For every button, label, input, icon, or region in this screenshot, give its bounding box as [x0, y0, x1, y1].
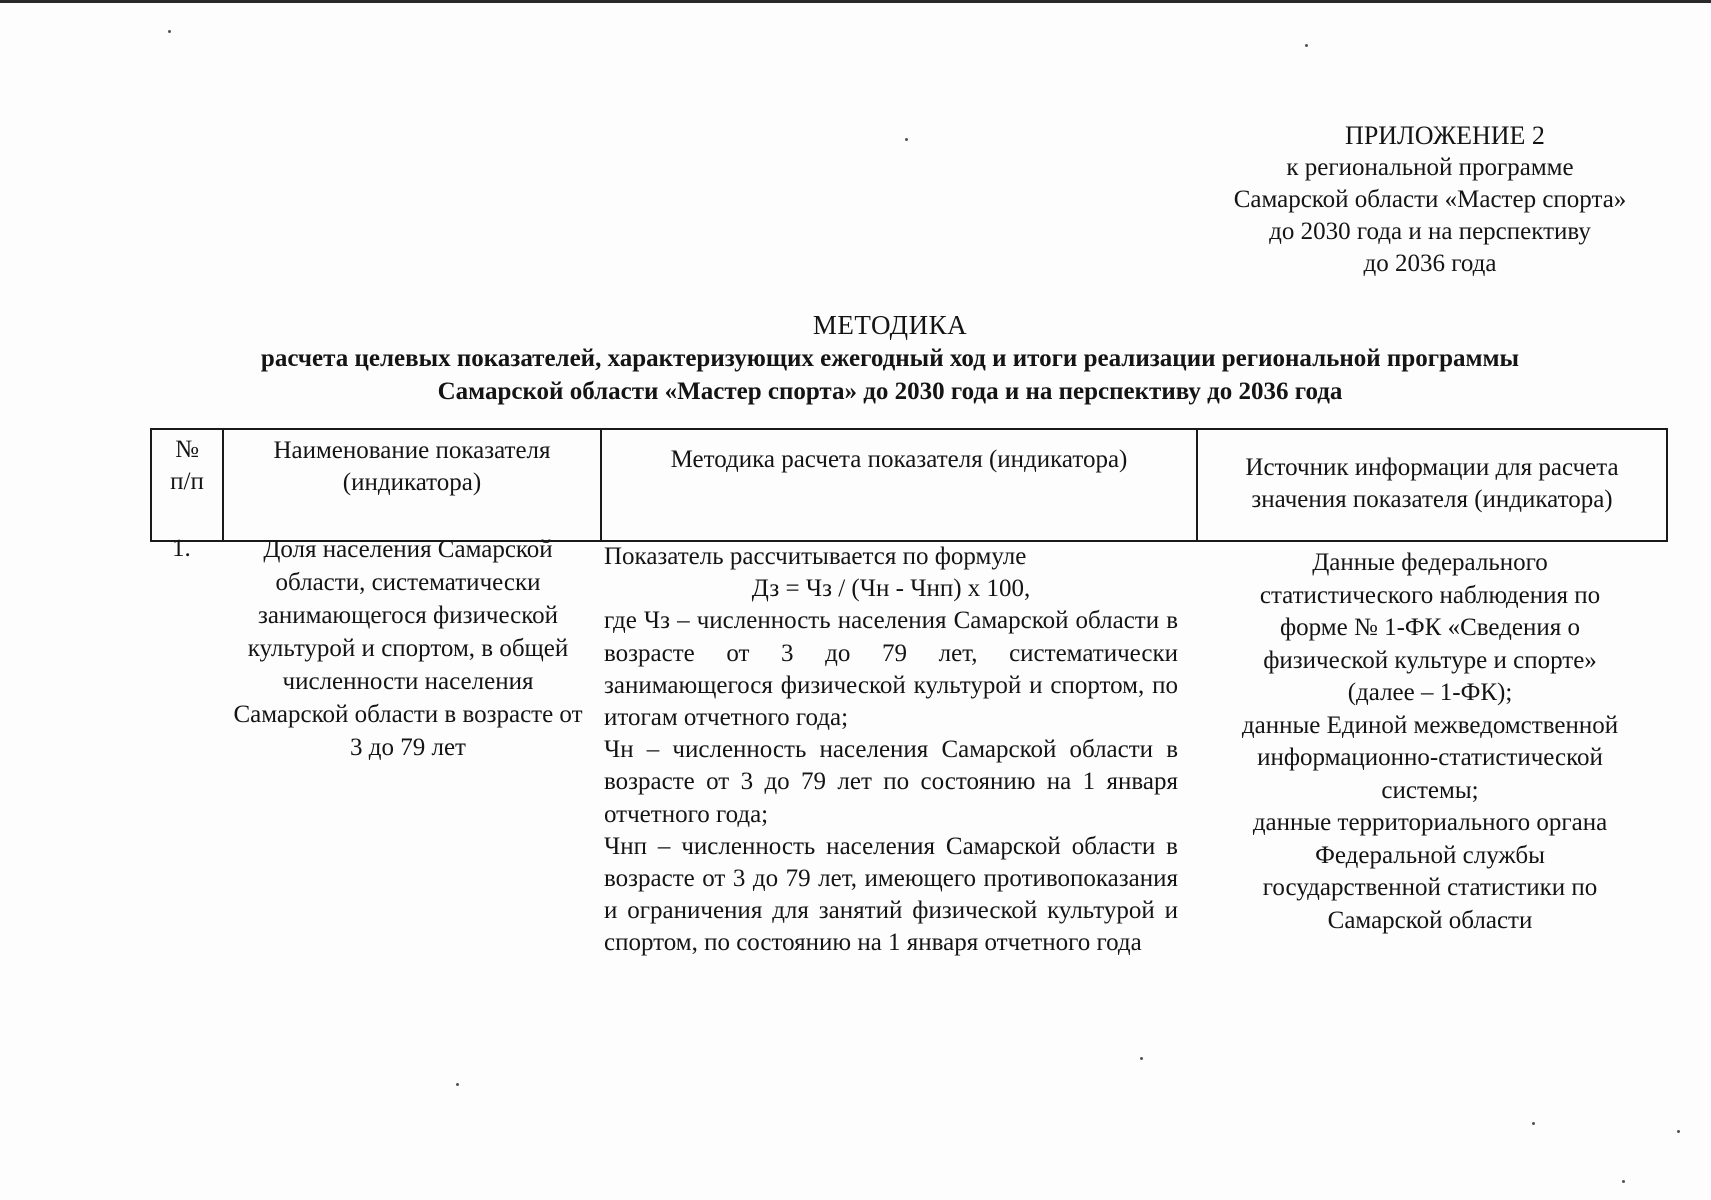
- page-top-border: [0, 0, 1711, 3]
- method-definition-chnp: Чнп – численность населения Самарской области в возрасте от 3 до 79 лет, имеющего противопоказания и ограничения для занятий физической культурой и спортом, по состоянию на 1 января отчетного года: [604, 832, 1178, 957]
- method-definition-chz: где Чз – численность населения Самарской области в возрасте от 3 до 79 лет, систематически занимающегося физической культурой и спортом, по итогам отчетного года;: [604, 607, 1178, 732]
- methodology-subtitle: расчета целевых показателей, характеризующих ежегодный ход и итоги реализации региональной программы: [260, 345, 1520, 372]
- header-name-line: Наименование показателя: [273, 437, 551, 464]
- method-intro: Показатель рассчитывается по формуле: [604, 543, 1027, 570]
- source-line: (далее – 1-ФК);: [1347, 679, 1513, 706]
- source-line: данные территориального органа: [1252, 809, 1608, 836]
- header-num: [152, 430, 224, 540]
- source-line: Федеральной службы: [1315, 841, 1545, 869]
- methodology-subtitle: Самарской области «Мастер спорта» до 2030 года и на перспективу до 2036 года: [437, 378, 1343, 405]
- indicator-source: [1205, 547, 1655, 937]
- annex-title: ПРИЛОЖЕНИЕ 2: [1345, 121, 1545, 150]
- source-line: статистического наблюдения по: [1259, 581, 1601, 609]
- source-line: государственной статистики по: [1262, 874, 1598, 901]
- scan-speck: [1622, 1180, 1625, 1183]
- scan-speck: [905, 138, 908, 141]
- header-method-line: Методика расчета показателя (индикатора): [670, 446, 1128, 473]
- source-line: Данные федерального: [1312, 549, 1548, 576]
- source-line: информационно-статистической: [1257, 744, 1603, 771]
- method-definition-chn: Чн – численность населения Самарской области в возрасте от 3 до 79 лет по состоянию на 1 января отчетного года;: [604, 736, 1178, 828]
- header-name: [224, 430, 602, 540]
- source-line: системы;: [1381, 776, 1479, 804]
- methodology-title: МЕТОДИКА: [812, 310, 968, 340]
- table-header: [150, 428, 1668, 542]
- header-method: [602, 430, 1198, 540]
- source-line: форме № 1-ФК «Сведения о: [1279, 614, 1580, 641]
- header-source: [1198, 430, 1666, 540]
- indicator-method: [604, 541, 1178, 960]
- annex-header: [1180, 120, 1680, 280]
- annex-line: до 2030 года и на перспективу: [1269, 218, 1591, 245]
- header-num-line: п/п: [170, 468, 204, 495]
- source-line: Самарской области: [1327, 906, 1533, 934]
- indicator-name: Доля населения Самарской области, систематически занимающегося физической культурой и спортом, в общей численности населения Самарской области в возрасте от 3 до 79 лет: [233, 536, 583, 761]
- header-source-line: Источник информации для расчета: [1245, 454, 1619, 481]
- header-source-line: значения показателя (индикатора): [1251, 486, 1613, 513]
- source-line: физической культуре и спорте»: [1263, 646, 1597, 674]
- scan-speck: [1140, 1057, 1143, 1060]
- annex-line: к региональной программе: [1286, 154, 1574, 181]
- annex-line: Самарской области «Мастер спорта»: [1233, 186, 1627, 213]
- scan-speck: [1677, 1130, 1680, 1133]
- scan-speck: [168, 30, 171, 33]
- methodology-heading: [190, 308, 1590, 408]
- row-number: 1.: [172, 535, 191, 562]
- scan-speck: [456, 1083, 459, 1086]
- source-line: данные Единой межведомственной: [1241, 711, 1619, 739]
- header-num-line: №: [175, 436, 199, 463]
- annex-line: до 2036 года: [1363, 250, 1497, 277]
- scan-speck: [1532, 1122, 1535, 1125]
- header-name-line: (индикатора): [342, 469, 482, 496]
- scan-speck: [1305, 44, 1308, 47]
- method-formula: Дз = Чз / (Чн - Чнп) x 100,: [751, 575, 1031, 603]
